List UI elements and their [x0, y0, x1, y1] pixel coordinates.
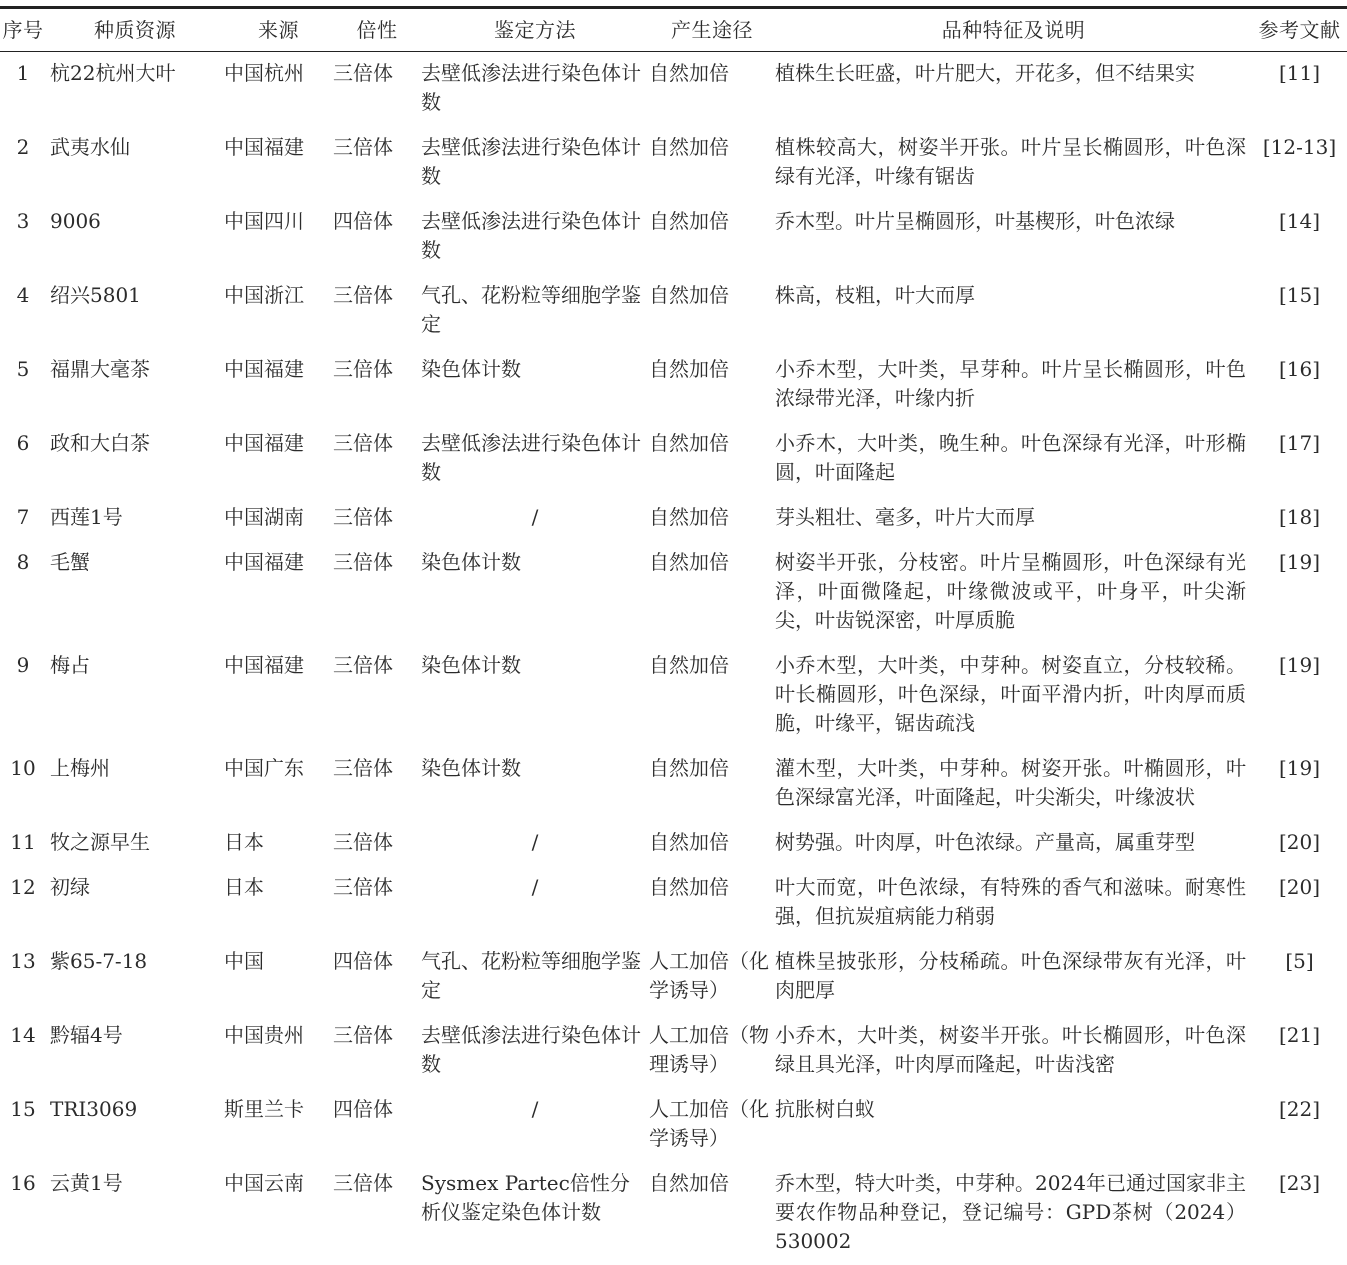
cell-characteristics: 小乔木，大叶类，晚生种。叶色深绿有光泽，叶形椭圆，叶面隆起	[775, 422, 1252, 496]
cell-characteristics: 株高，枝粗，叶大而厚	[775, 274, 1252, 348]
table-row	[0, 644, 1347, 747]
cell-source: 中国云南	[224, 1162, 333, 1265]
cell-germplasm: 西莲1号	[46, 496, 224, 541]
cell-source: 中国湖南	[224, 496, 333, 541]
cell-ploidy: 三倍体	[333, 747, 421, 821]
cell-characteristics: 灌木型，大叶类，中芽种。树姿开张。叶椭圆形，叶色深绿富光泽，叶面隆起，叶尖渐尖，叶缘波状	[775, 747, 1252, 821]
cell-index: 10	[0, 747, 46, 821]
cell-reference: [21]	[1252, 1014, 1347, 1088]
cell-source: 中国四川	[224, 200, 333, 274]
cell-characteristics: 芽头粗壮、毫多，叶片大而厚	[775, 496, 1252, 541]
cell-germplasm: TRI3069	[46, 1088, 224, 1162]
cell-source: 中国福建	[224, 126, 333, 200]
cell-origin: 人工加倍（化学诱导）	[649, 940, 775, 1014]
cell-ploidy: 三倍体	[333, 1162, 421, 1265]
cell-characteristics: 小乔木型，大叶类，中芽种。树姿直立，分枝较稀。叶长椭圆形，叶色深绿，叶面平滑内折，叶肉厚而质脆，叶缘平，锯齿疏浅	[775, 644, 1252, 747]
cell-method: 染色体计数	[421, 747, 649, 821]
cell-ploidy: 三倍体	[333, 52, 421, 127]
cell-origin: 自然加倍	[649, 126, 775, 200]
cell-ploidy: 三倍体	[333, 348, 421, 422]
cell-germplasm: 绍兴5801	[46, 274, 224, 348]
cell-origin: 自然加倍	[649, 348, 775, 422]
cell-germplasm: 紫65-7-18	[46, 940, 224, 1014]
cell-origin: 自然加倍	[649, 644, 775, 747]
cell-ploidy: 三倍体	[333, 821, 421, 866]
cell-source: 日本	[224, 821, 333, 866]
cell-reference: [15]	[1252, 274, 1347, 348]
cell-origin: 自然加倍	[649, 866, 775, 940]
cell-method: 气孔、花粉粒等细胞学鉴定	[421, 940, 649, 1014]
header-identification-method: 鉴定方法	[421, 8, 649, 52]
cell-index: 8	[0, 541, 46, 644]
cell-reference: [14]	[1252, 200, 1347, 274]
cell-index: 14	[0, 1014, 46, 1088]
cell-germplasm: 云黄1号	[46, 1162, 224, 1265]
cell-method: Sysmex Partec倍性分析仪鉴定染色体计数	[421, 1162, 649, 1265]
table-row	[0, 821, 1347, 866]
cell-characteristics: 小乔木型，大叶类，早芽种。叶片呈长椭圆形，叶色浓绿带光泽，叶缘内折	[775, 348, 1252, 422]
header-row	[0, 8, 1347, 52]
table-row	[0, 496, 1347, 541]
cell-source: 中国广东	[224, 747, 333, 821]
cell-germplasm: 梅占	[46, 644, 224, 747]
cell-reference: [23]	[1252, 1162, 1347, 1265]
cell-origin: 自然加倍	[649, 422, 775, 496]
cell-origin: 自然加倍	[649, 274, 775, 348]
cell-origin: 人工加倍（物理诱导）	[649, 1014, 775, 1088]
cell-index: 11	[0, 821, 46, 866]
cell-origin: 自然加倍	[649, 52, 775, 127]
cell-germplasm: 上梅州	[46, 747, 224, 821]
cell-characteristics: 植株生长旺盛，叶片肥大，开花多，但不结果实	[775, 52, 1252, 127]
cell-origin: 自然加倍	[649, 541, 775, 644]
cell-germplasm: 福鼎大毫茶	[46, 348, 224, 422]
cell-source: 斯里兰卡	[224, 1088, 333, 1162]
cell-germplasm: 牧之源早生	[46, 821, 224, 866]
cell-ploidy: 三倍体	[333, 541, 421, 644]
cell-characteristics: 叶大而宽，叶色浓绿，有特殊的香气和滋味。耐寒性强，但抗炭疽病能力稍弱	[775, 866, 1252, 940]
table-row	[0, 200, 1347, 274]
cell-source: 日本	[224, 866, 333, 940]
table-row	[0, 52, 1347, 127]
cell-characteristics: 乔木型。叶片呈椭圆形，叶基楔形，叶色浓绿	[775, 200, 1252, 274]
cell-method: 去壁低渗法进行染色体计数	[421, 422, 649, 496]
cell-origin: 人工加倍（化学诱导）	[649, 1088, 775, 1162]
cell-germplasm: 黔辐4号	[46, 1014, 224, 1088]
table-row	[0, 274, 1347, 348]
cell-index: 3	[0, 200, 46, 274]
table-row	[0, 541, 1347, 644]
cell-source: 中国杭州	[224, 52, 333, 127]
cell-index: 5	[0, 348, 46, 422]
cell-germplasm: 毛蟹	[46, 541, 224, 644]
header-origin-pathway: 产生途径	[649, 8, 775, 52]
cell-germplasm: 杭22杭州大叶	[46, 52, 224, 127]
table-row	[0, 422, 1347, 496]
cell-characteristics: 树势强。叶肉厚，叶色浓绿。产量高，属重芽型	[775, 821, 1252, 866]
table-body	[0, 52, 1347, 1265]
cell-method: 去壁低渗法进行染色体计数	[421, 52, 649, 127]
cell-ploidy: 三倍体	[333, 422, 421, 496]
cell-characteristics: 植株呈披张形，分枝稀疏。叶色深绿带灰有光泽，叶肉肥厚	[775, 940, 1252, 1014]
cell-ploidy: 三倍体	[333, 126, 421, 200]
cell-origin: 自然加倍	[649, 821, 775, 866]
header-source: 来源	[224, 8, 333, 52]
cell-index: 2	[0, 126, 46, 200]
table-row	[0, 1162, 1347, 1265]
cell-germplasm: 初绿	[46, 866, 224, 940]
cell-reference: [22]	[1252, 1088, 1347, 1162]
cell-ploidy: 三倍体	[333, 496, 421, 541]
cell-ploidy: 四倍体	[333, 200, 421, 274]
table-row	[0, 1088, 1347, 1162]
table-row	[0, 348, 1347, 422]
table-row	[0, 126, 1347, 200]
cell-origin: 自然加倍	[649, 1162, 775, 1265]
cell-ploidy: 三倍体	[333, 1014, 421, 1088]
cell-reference: [18]	[1252, 496, 1347, 541]
cell-index: 1	[0, 52, 46, 127]
cell-ploidy: 四倍体	[333, 940, 421, 1014]
cell-reference: [16]	[1252, 348, 1347, 422]
cell-ploidy: 四倍体	[333, 1088, 421, 1162]
cell-reference: [20]	[1252, 821, 1347, 866]
cell-source: 中国浙江	[224, 274, 333, 348]
cell-characteristics: 植株较高大，树姿半开张。叶片呈长椭圆形，叶色深绿有光泽，叶缘有锯齿	[775, 126, 1252, 200]
cell-method: 染色体计数	[421, 541, 649, 644]
cell-reference: [12-13]	[1252, 126, 1347, 200]
cell-index: 4	[0, 274, 46, 348]
cell-index: 12	[0, 866, 46, 940]
tea-polyploid-table	[0, 6, 1347, 1265]
cell-characteristics: 抗胀树白蚁	[775, 1088, 1252, 1162]
cell-source: 中国福建	[224, 348, 333, 422]
tea-polyploid-table-container	[0, 6, 1347, 1265]
cell-method: 去壁低渗法进行染色体计数	[421, 126, 649, 200]
cell-index: 15	[0, 1088, 46, 1162]
cell-reference: [19]	[1252, 541, 1347, 644]
cell-reference: [11]	[1252, 52, 1347, 127]
cell-method: /	[421, 821, 649, 866]
table-row	[0, 940, 1347, 1014]
cell-source: 中国	[224, 940, 333, 1014]
cell-index: 9	[0, 644, 46, 747]
cell-index: 6	[0, 422, 46, 496]
cell-method: 去壁低渗法进行染色体计数	[421, 1014, 649, 1088]
cell-ploidy: 三倍体	[333, 866, 421, 940]
cell-origin: 自然加倍	[649, 747, 775, 821]
header-characteristics: 品种特征及说明	[775, 8, 1252, 52]
table-row	[0, 866, 1347, 940]
cell-source: 中国福建	[224, 644, 333, 747]
table-header	[0, 8, 1347, 52]
header-references: 参考文献	[1252, 8, 1347, 52]
cell-germplasm: 武夷水仙	[46, 126, 224, 200]
cell-reference: [19]	[1252, 747, 1347, 821]
cell-germplasm: 9006	[46, 200, 224, 274]
table-row	[0, 747, 1347, 821]
cell-source: 中国福建	[224, 541, 333, 644]
cell-ploidy: 三倍体	[333, 644, 421, 747]
cell-reference: [5]	[1252, 940, 1347, 1014]
cell-germplasm: 政和大白茶	[46, 422, 224, 496]
header-index: 序号	[0, 8, 46, 52]
cell-method: /	[421, 866, 649, 940]
cell-source: 中国贵州	[224, 1014, 333, 1088]
cell-reference: [20]	[1252, 866, 1347, 940]
cell-reference: [19]	[1252, 644, 1347, 747]
cell-method: 气孔、花粉粒等细胞学鉴定	[421, 274, 649, 348]
cell-characteristics: 树姿半开张，分枝密。叶片呈椭圆形，叶色深绿有光泽，叶面微隆起，叶缘微波或平，叶身平，叶尖渐尖，叶齿锐深密，叶厚质脆	[775, 541, 1252, 644]
header-ploidy: 倍性	[333, 8, 421, 52]
cell-ploidy: 三倍体	[333, 274, 421, 348]
cell-method: /	[421, 496, 649, 541]
cell-reference: [17]	[1252, 422, 1347, 496]
cell-index: 13	[0, 940, 46, 1014]
header-germplasm: 种质资源	[46, 8, 224, 52]
cell-origin: 自然加倍	[649, 200, 775, 274]
cell-method: /	[421, 1088, 649, 1162]
cell-characteristics: 小乔木，大叶类，树姿半开张。叶长椭圆形，叶色深绿且具光泽，叶肉厚而隆起，叶齿浅密	[775, 1014, 1252, 1088]
cell-source: 中国福建	[224, 422, 333, 496]
cell-characteristics: 乔木型，特大叶类，中芽种。2024年已通过国家非主要农作物品种登记，登记编号：GPD茶树（2024）530002	[775, 1162, 1252, 1265]
cell-origin: 自然加倍	[649, 496, 775, 541]
table-row	[0, 1014, 1347, 1088]
cell-method: 染色体计数	[421, 644, 649, 747]
cell-method: 去壁低渗法进行染色体计数	[421, 200, 649, 274]
cell-method: 染色体计数	[421, 348, 649, 422]
cell-index: 16	[0, 1162, 46, 1265]
cell-index: 7	[0, 496, 46, 541]
